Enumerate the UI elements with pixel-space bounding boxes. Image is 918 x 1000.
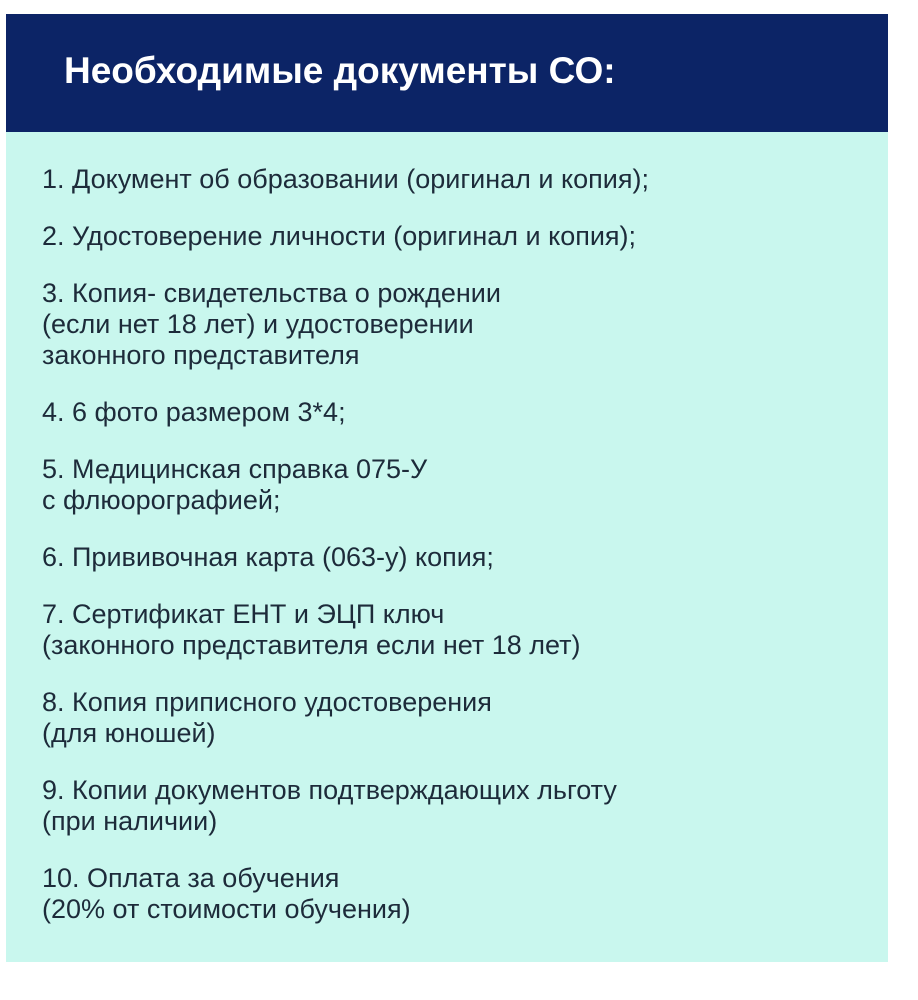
list-item [42,397,882,428]
list-item-line: 4. 6 фото размером 3*4; [42,397,346,427]
list-item [42,164,882,195]
list-item [42,278,882,371]
page-title: Необходимые документы СО: [64,50,616,91]
list-item-line: с флюорографией; [42,485,281,515]
list-item [42,599,882,661]
list-item-line: 9. Копии документов подтверждающих льготу [42,775,617,805]
list-item [42,221,882,252]
list-item [42,542,882,573]
list-item-line: 6. Прививочная карта (063-у) копия; [42,542,494,572]
list-item [42,687,882,749]
list-item [42,863,882,925]
documents-card [6,14,888,962]
list-item-line: (если нет 18 лет) и удостоверении [42,309,474,339]
list-item [42,454,882,516]
list-item-line: 5. Медицинская справка 075-У [42,454,428,484]
list-item-line: (при наличии) [42,806,218,836]
list-item-line: (20% от стоимости обучения) [42,894,411,924]
header-banner [6,14,888,132]
list-item-line: 2. Удостоверение личности (оригинал и копия); [42,221,637,251]
list-item-line: 3. Копия- свидетельства о рождении [42,278,501,308]
documents-list [42,164,882,951]
list-item-line: 7. Сертификат ЕНТ и ЭЦП ключ [42,599,445,629]
list-item-line: (законного представителя если нет 18 лет) [42,630,581,660]
list-item-line: законного представителя [42,340,360,370]
list-item-line: 8. Копия приписного удостоверения [42,687,492,717]
list-item-line: 10. Оплата за обучения [42,863,340,893]
list-item-line: (для юношей) [42,718,216,748]
list-item-line: 1. Документ об образовании (оригинал и копия); [42,164,649,194]
list-item [42,775,882,837]
